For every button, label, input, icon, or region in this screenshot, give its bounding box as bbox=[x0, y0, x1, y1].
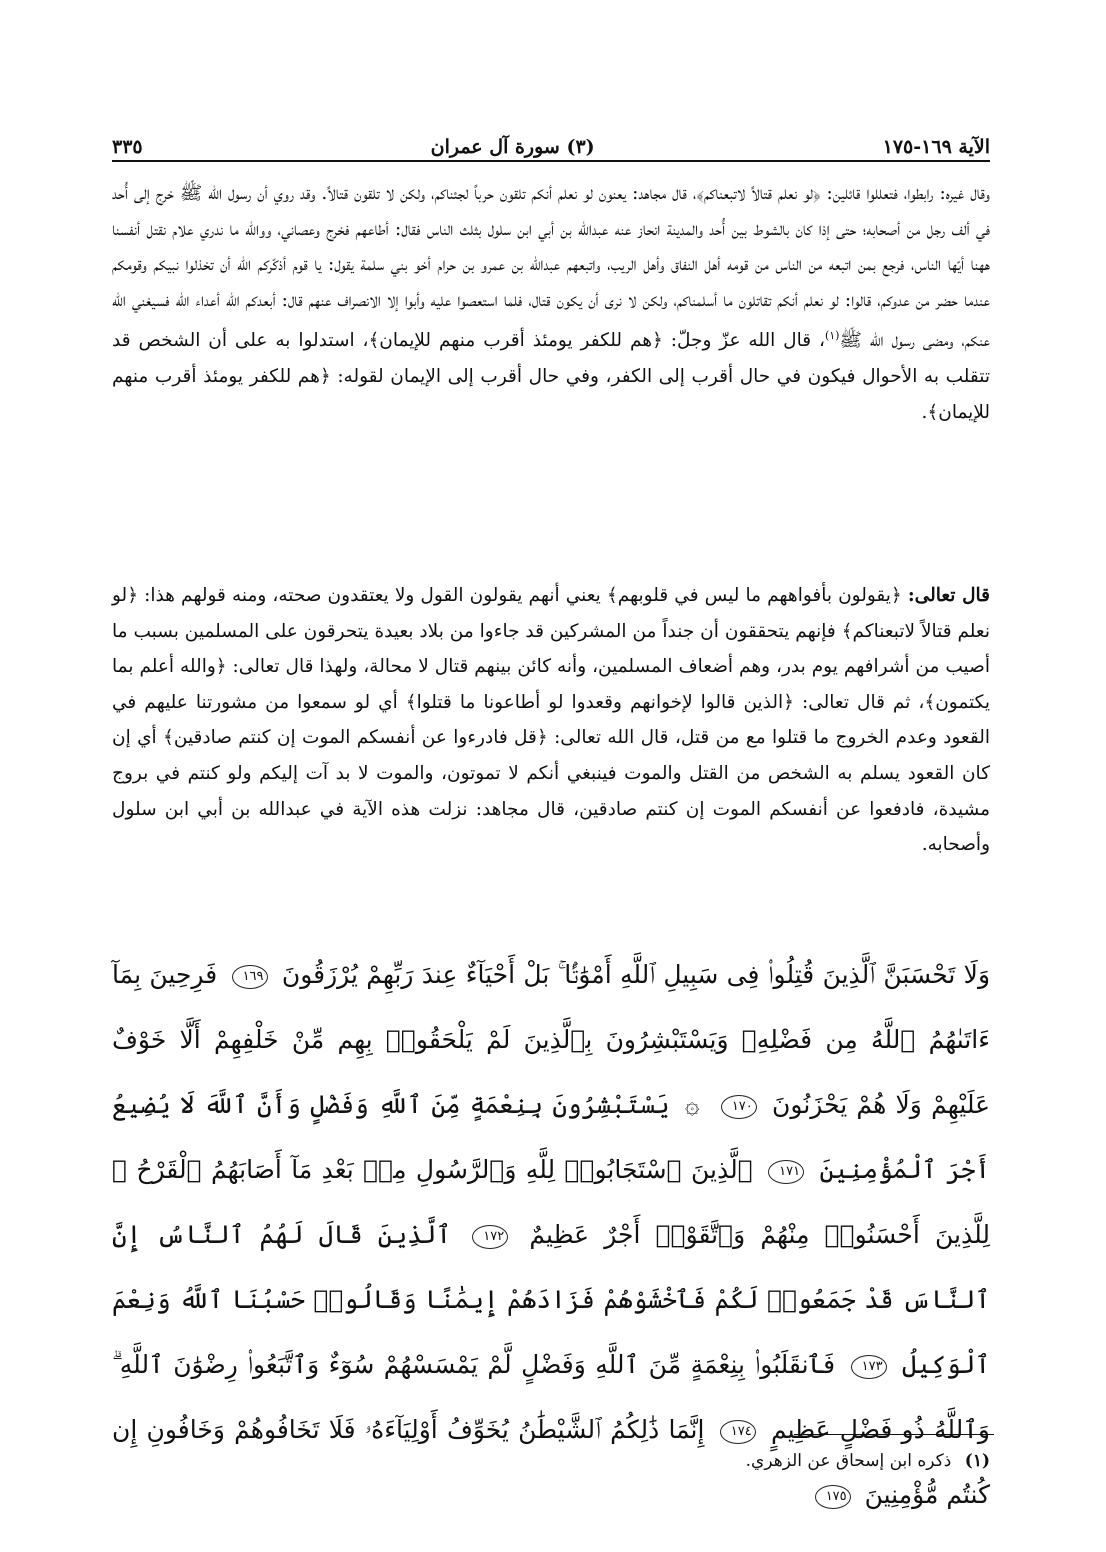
ayah-173: ٱلَّذِينَ قَالَ لَهُمُ ٱلنَّاسُ إِنَّ ٱلنَّاسَ قَدْ جَمَعُوا۟ لَكُمْ فَٱخْشَوْهُمْ فَزَادَهُمْ إِيمَٰنًا وَقَالُوا۟ حَسْبُنَا ٱللَّهُ وَنِعْمَ ٱلْوَكِيلُ bbox=[112, 1220, 990, 1379]
footnote bbox=[112, 1446, 990, 1476]
footnote-divider bbox=[794, 1434, 994, 1435]
quran-verses bbox=[112, 942, 990, 1527]
commentary-paragraph-2 bbox=[112, 578, 990, 863]
header-surah-title: (٣) سورة آل عمران bbox=[430, 136, 595, 158]
ayah-number-170: ١٧٠ bbox=[721, 1095, 757, 1119]
header-page-number: ٣٣٥ bbox=[112, 136, 143, 158]
ayah-number-169: ١٦٩ bbox=[232, 965, 268, 989]
ayah-number-173: ١٧٣ bbox=[851, 1355, 887, 1379]
header-divider bbox=[112, 160, 990, 162]
ayah-174: فَٱنقَلَبُوا۟ بِنِعْمَةٍ مِّنَ ٱللَّهِ وَفَضْلٍ لَّمْ يَمْسَسْهُمْ سُوٓءٌ وَٱتَّبَعُوا۟ رِضْوَٰنَ ٱللَّهِ ۗ وَٱللَّهُ ذُو فَضْلٍ عَظِيمٍ bbox=[112, 1350, 991, 1444]
commentary-text-2: ﴿يقولون بأفواههم ما ليس في قلوبهم﴾ يعني أنهم يقولون القول ولا يعتقدون صحته، ومنه قولهم هذا: ﴿لو نعلم قتالاً لاتبعناكم﴾ فإنهم يتحققون أن جنداً من المشركين قد جاءوا من بلاد بعيدة يتحرقون على المسلمين بسبب ما أصيب من أشرافهم يوم بدر، وهم أضعاف المسلمين، وأنه كائن بينهم قتال لا محالة، ولهذا قال تعالى: ﴿والله أعلم بما يكتمون﴾، ثم قال تعالى: ﴿الذين قالوا لإخوانهم وقعدوا لو أطاعونا ما قتلوا﴾ أي لو سمعوا من مشورتنا عليهم في القعود وعدم الخروج ما قتلوا مع من قتل، قال الله تعالى: ﴿قل فادرءوا عن أنفسكم الموت إن كنتم صادقين﴾ أي إن كان القعود يسلم به الشخص من القتل والموت فينبغي أنكم لا تموتون، والموت لا بد آت إليكم ولو كنتم في بروج مشيدة، فادفعوا عن أنفسكم الموت إن كنتم صادقين، قال مجاهد: نزلت هذه الآية في عبدالله بن أبي ابن سلول وأصحابه. bbox=[112, 585, 990, 856]
ayah-169: وَلَا تَحْسَبَنَّ ٱلَّذِينَ قُتِلُوا۟ فِى سَبِيلِ ٱللَّهِ أَمْوَٰتًۢا ۚ بَلْ أَحْيَآءٌ عِندَ رَبِّهِمْ يُرْزَقُونَ bbox=[281, 960, 991, 989]
ayah-175: إِنَّمَا ذَٰلِكُمُ ٱلشَّيْطَٰنُ يُخَوِّفُ أَوْلِيَآءَهُۥ فَلَا تَخَافُوهُمْ وَخَافُونِ إِن كُنتُم مُّؤْمِنِينَ bbox=[112, 1415, 990, 1509]
page-header bbox=[112, 118, 990, 158]
footnote-text: ذكره ابن إسحاق عن الزهري. bbox=[745, 1451, 952, 1471]
ayah-number-172: ١٧٢ bbox=[472, 1225, 508, 1249]
ayah-number-171: ١٧١ bbox=[768, 1160, 804, 1184]
ayah-171: يَسْتَبْشِرُونَ بِنِعْمَةٍ مِّنَ ٱللَّهِ وَفَضْلٍ وَأَنَّ ٱللَّهَ لَا يُضِيعُ أَجْرَ ٱلْمُؤْمِنِينَ bbox=[112, 1090, 990, 1184]
ayah-number-175: ١٧٥ bbox=[815, 1485, 851, 1509]
header-ayah-range: الآية ١٦٩-١٧٥ bbox=[882, 136, 990, 158]
hizb-star-icon: ۞ bbox=[684, 1090, 700, 1119]
commentary-paragraph-1 bbox=[112, 176, 990, 430]
ayah-170: فَرِحِينَ بِمَآ ءَاتَىٰهُمُ ٱللَّهُ مِن فَضْلِهِۦ وَيَسْتَبْشِرُونَ بِٱلَّذِينَ لَمْ يَلْحَقُوا۟ بِهِم مِّنْ خَلْفِهِمْ أَلَّا خَوْفٌ عَلَيْهِمْ وَلَا هُمْ يَحْزَنُونَ bbox=[112, 960, 991, 1119]
commentary-lead: قال تعالى: bbox=[907, 585, 990, 606]
ayah-172: ٱلَّذِينَ ٱسْتَجَابُوا۟ لِلَّهِ وَٱلرَّسُولِ مِنۢ بَعْدِ مَآ أَصَابَهُمُ ٱلْقَرْحُ ۚ لِلَّذِينَ أَحْسَنُوا۟ مِنْهُمْ وَٱتَّقَوْا۟ أَجْرٌ عَظِيمٌ bbox=[112, 1155, 990, 1249]
ayah-number-174: ١٧٤ bbox=[720, 1420, 756, 1444]
commentary-text-1-end: ، قال الله عزّ وجلّ: ﴿هم للكفر يومئذ أقرب منهم للإيمان﴾، استدلوا به على أن الشخص قد تتقلب به الأحوال فيكون في حال أقرب إلى الكفر، وفي حال أقرب إلى الإيمان لقوله: ﴿هم للكفر يومئذ أقرب منهم للإيمان﴾. bbox=[112, 330, 990, 423]
footnote-reference: (١) bbox=[824, 329, 840, 343]
commentary-text-1: وقال غيره: رابطوا، فتعللوا قائلين: ﴿لو نعلم قتالاً لاتبعناكم﴾، قال مجاهد: يعنون لو نعلم أنكم تلقون حرباً لجئناكم، ولكن لا تلقون قتالاً. وقد روي أن رسول الله ﷺ خرج إلى أُحد في ألف رجل من أصحابه؛ حتى إذا كان بالشوط بين أُحد والمدينة انحاز عنه عبدالله بن أبي ابن سلول بثلث الناس فقال: أطاعهم فخرج وعصاني، ووالله ما ندري علام نقتل أنفسنا ههنا أيّها الناس، فرجع بمن اتبعه من الناس من قومه أهل النفاق وأهل الريب، واتبعهم عبدالله بن عمرو بن حرام أخو بني سلمة يقول: يا قوم أذكّركم الله أن تخذلوا نبيكم وقومكم عندما حضر من عدوكم، قالوا: لو نعلم أنكم تقاتلون ما أسلمناكم، ولكن لا نرى أن يكون قتال، فلما استعصوا عليه وأبوا إلا الانصراف عنهم قال: أبعدكم الله أعداء الله فسيغني الله عنكم، ومضى رسول الله ﷺ bbox=[112, 183, 990, 352]
footnote-marker: (١) bbox=[964, 1451, 990, 1471]
